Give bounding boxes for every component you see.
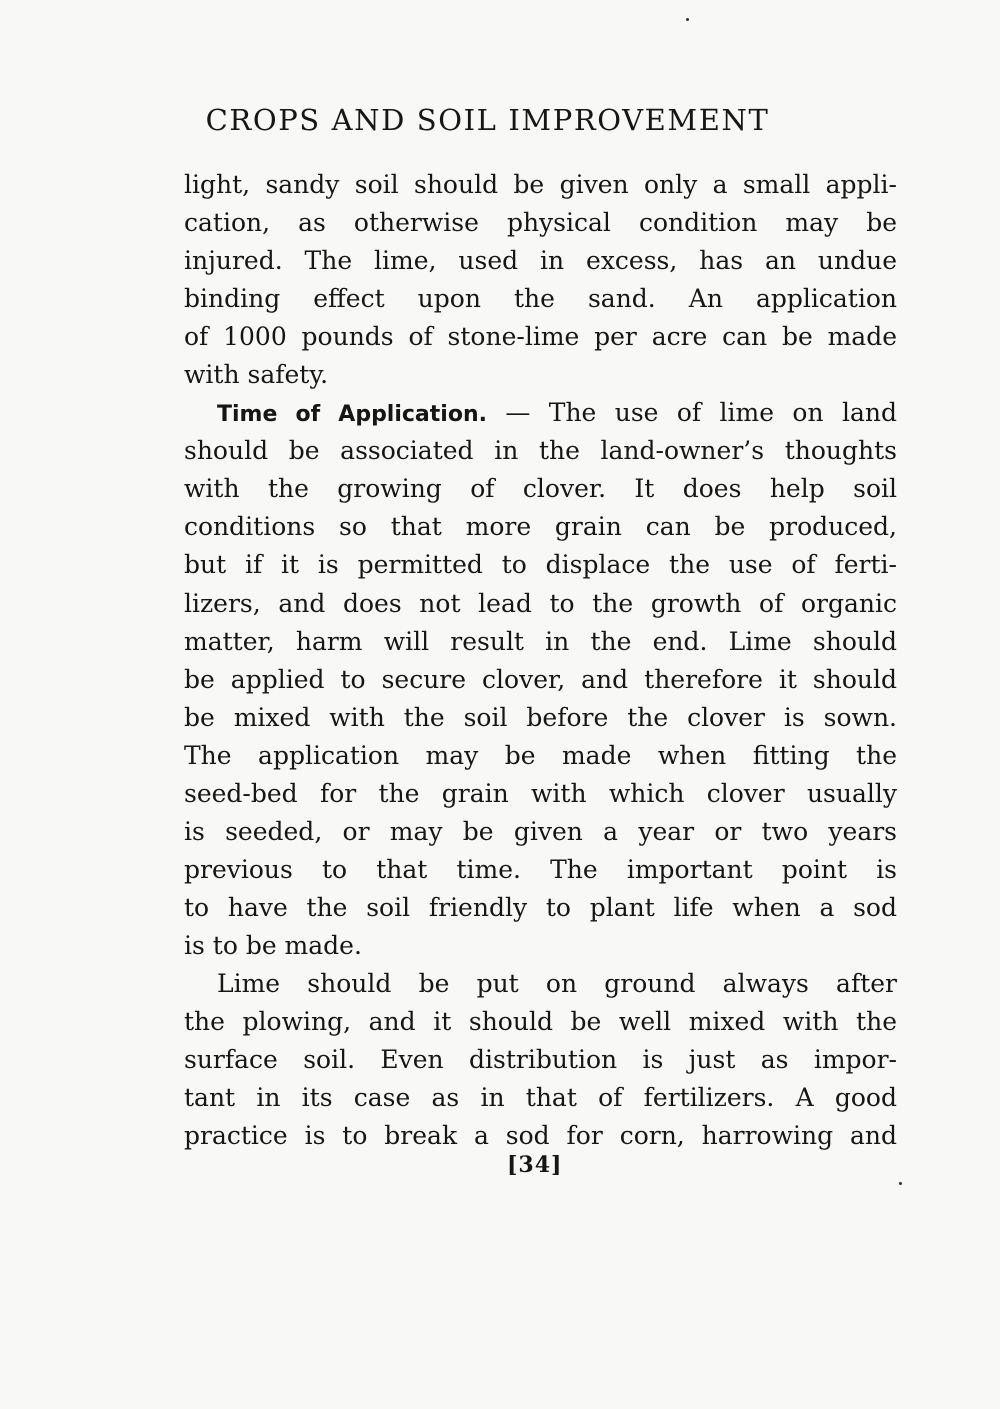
page-number: [34] [507, 1152, 563, 1178]
text-line: the plowing, and it should be well mixed with the [184, 1007, 897, 1037]
scan-speck [686, 18, 689, 21]
text-line: be mixed with the soil before the clover is sown. [184, 702, 897, 732]
body-text [184, 166, 897, 1155]
text-line: conditions so that more grain can be produced, [184, 512, 897, 542]
text-line: but if it is permitted to displace the use of ferti- [184, 550, 897, 580]
text-line: is to be made. [184, 930, 362, 960]
text-line: cation, as otherwise physical condition may be [184, 208, 897, 238]
text-line: previous to that time. The important point is [184, 854, 897, 884]
text-line: matter, harm will result in the end. Lime should [184, 626, 897, 656]
text-line: is seeded, or may be given a year or two years [184, 816, 897, 846]
text-line: with the growing of clover. It does help soil [184, 474, 897, 504]
section-run-in-heading: Time of Application. [217, 402, 487, 428]
text-line: tant in its case as in that of fertilizers. A good [184, 1083, 897, 1113]
text-line: should be associated in the land-owner’s thoughts [184, 436, 897, 466]
text-line: of 1000 pounds of stone-lime per acre can be made [184, 322, 897, 352]
text-line: to have the soil friendly to plant life when a sod [184, 892, 897, 922]
text-line: practice is to break a sod for corn, harrowing and [184, 1121, 897, 1151]
running-header: CROPS AND SOIL IMPROVEMENT [205, 103, 770, 137]
text-line: lizers, and does not lead to the growth of organic [184, 588, 897, 618]
text-line: be applied to secure clover, and therefore it should [184, 664, 897, 694]
text-line: surface soil. Even distribution is just as impor- [184, 1045, 897, 1075]
text-line: injured. The lime, used in excess, has an undue [184, 246, 897, 276]
text-line: light, sandy soil should be given only a small appli- [184, 170, 897, 199]
text-line: The application may be made when fitting the [184, 740, 897, 770]
text-line: Lime should be put on ground always after [217, 968, 897, 998]
text-line: with safety. [184, 360, 329, 390]
text-line: Time of Application. — The use of lime on land [217, 398, 897, 428]
scan-speck [899, 1182, 902, 1185]
text-line: binding effect upon the sand. An application [184, 284, 897, 314]
text-line: seed-bed for the grain with which clover usually [184, 778, 897, 808]
